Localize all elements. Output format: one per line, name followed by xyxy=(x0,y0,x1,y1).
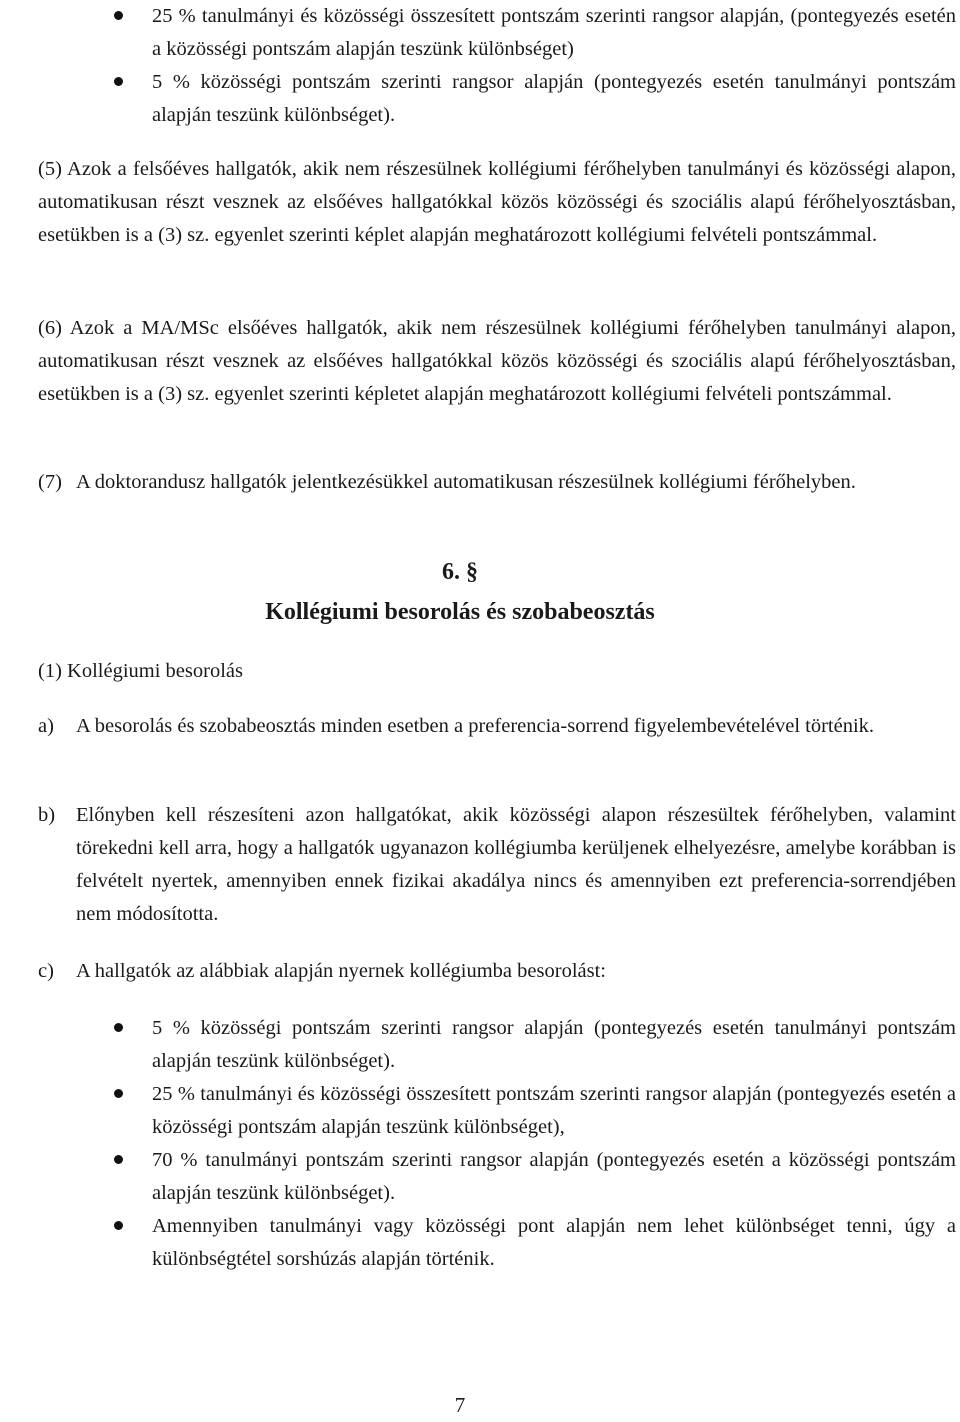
section-number: 6. § xyxy=(442,559,478,585)
paragraph-6: (6) Azok a MA/MSc elsőéves hallgatók, akik nem részesülnek kollégiumi férőhelyben tanulmányi alapon, automatikusan részt vesznek az elsőéves hallgatókkal közös közösségi és szociális alapú férőhelyosztásban, esetükben is a (3) sz. egyenlet szerinti képletet alapján meghatározott kollégiumi felvételi pontszámmal. xyxy=(38,317,956,405)
list-item: 70 % tanulmányi pontszám szerinti rangsor alapján (pontegyezés esetén a közösségi pontszám alapján teszünk különbséget). xyxy=(110,1144,956,1210)
bottom-bullet-list xyxy=(110,1012,956,1276)
item-a-text: A besorolás és szobabeosztás minden esetben a preferencia-sorrend figyelembevételével történik. xyxy=(76,715,875,737)
section-title: Kollégiumi besorolás és szobabeosztás xyxy=(265,599,655,625)
list-item: 5 % közösségi pontszám szerinti rangsor alapján (pontegyezés esetén tanulmányi pontszám alapján teszünk különbséget). xyxy=(110,1012,956,1078)
list-item: 5 % közösségi pontszám szerinti rangsor alapján (pontegyezés esetén tanulmányi pontszám alapján teszünk különbséget). xyxy=(110,66,956,132)
item-a-label: a) xyxy=(38,715,54,737)
item-b xyxy=(38,799,956,931)
subheading: (1) Kollégiumi besorolás xyxy=(38,660,243,682)
paragraph-7-text: A doktorandusz hallgatók jelentkezésükkel automatikusan részesülnek kollégiumi férőhelyben. xyxy=(76,471,856,493)
item-c xyxy=(38,955,956,988)
page-number: 7 xyxy=(454,1393,466,1417)
item-a xyxy=(38,710,956,743)
paragraph-5: (5) Azok a felsőéves hallgatók, akik nem részesülnek kollégiumi férőhelyben tanulmányi és közösségi alapon, automatikusan részt vesznek az elsőéves hallgatókkal közös közösségi és szociális alapú férőhelyosztásban, esetükben is a (3) sz. egyenlet szerinti képlet alapján meghatározott kollégiumi felvételi pontszámmal. xyxy=(38,158,956,246)
item-c-label: c) xyxy=(38,960,54,982)
paragraph-7 xyxy=(38,466,956,499)
item-c-text: A hallgatók az alábbiak alapján nyernek kollégiumba besorolást: xyxy=(76,960,606,982)
list-item: 25 % tanulmányi és közösségi összesített pontszám szerinti rangsor alapján, (pontegyezés esetén a közösségi pontszám alapján teszünk különbséget) xyxy=(110,0,956,66)
paragraph-7-label: (7) xyxy=(38,471,62,493)
item-b-label: b) xyxy=(38,804,56,826)
list-item: 25 % tanulmányi és közösségi összesített pontszám szerinti rangsor alapján (pontegyezés esetén a közösségi pontszám alapján teszünk különbséget), xyxy=(110,1078,956,1144)
top-bullet-list xyxy=(110,0,956,132)
item-b-text: Előnyben kell részesíteni azon hallgatókat, akik közösségi alapon részesültek férőhelyben, valamint törekedni kell arra, hogy a hallgatók ugyanazon kollégiumba kerüljenek elhelyezésre, amelybe korábban is felvételt nyertek, amennyiben ennek fizikai akadálya nincs és amennyiben ezt preferencia-sorrendjében nem módosította. xyxy=(76,804,956,925)
list-item: Amennyiben tanulmányi vagy közösségi pont alapján nem lehet különbséget tenni, úgy a különbségtétel sorshúzás alapján történik. xyxy=(110,1210,956,1276)
